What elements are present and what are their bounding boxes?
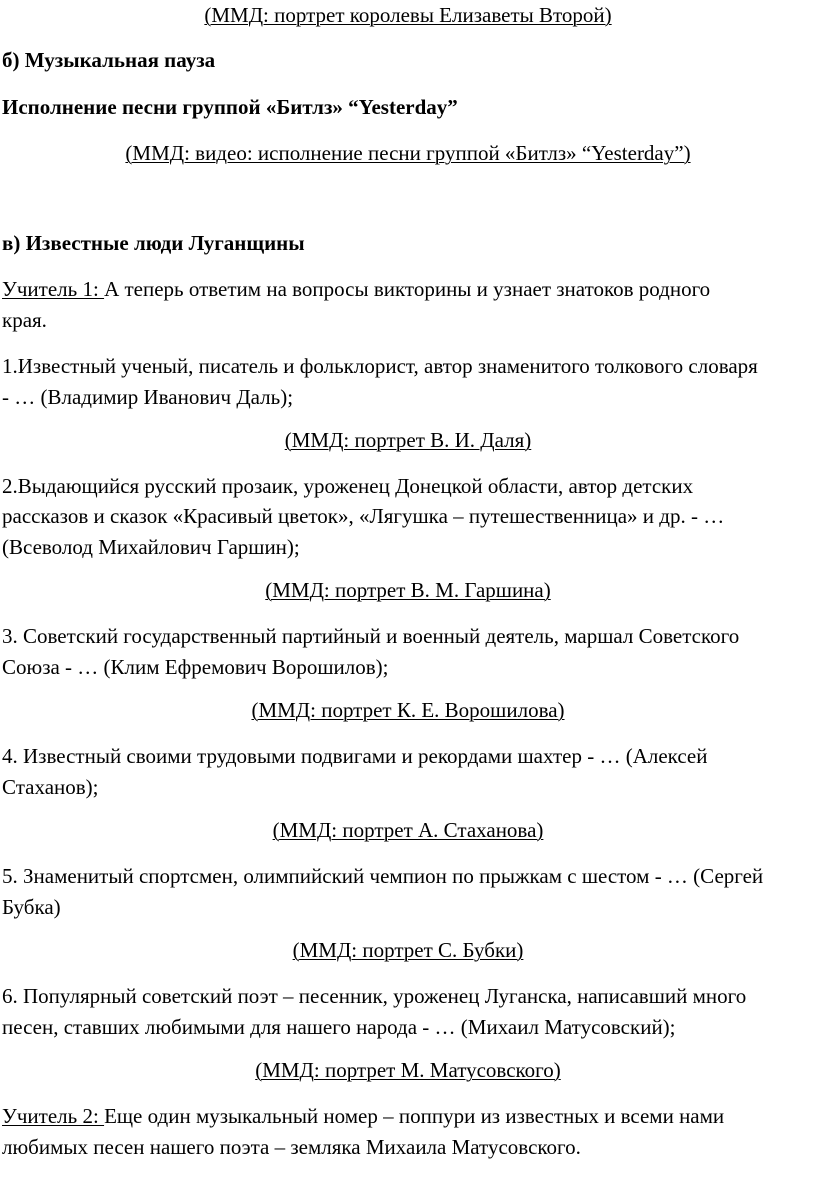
mmd-stakhanov-note: (ММД: портрет А. Стаханова) — [272, 818, 544, 842]
question4-line1: 4. Известный своими трудовыми подвигами и рекордами шахтер - … (Алексей — [2, 744, 708, 768]
teacher2-paragraph — [2, 1104, 724, 1128]
question1-line2: - … (Владимир Иванович Даль); — [2, 385, 294, 409]
teacher1-paragraph — [2, 277, 710, 301]
mmd-garshin-note: (ММД: портрет В. М. Гаршина) — [265, 578, 551, 602]
teacher1-text-line1: А теперь ответим на вопросы викторины и узнает знатоков родного — [104, 277, 711, 301]
question1-line1: 1.Известный ученый, писатель и фольклорист, автор знаменитого толкового словаря — [2, 354, 758, 378]
mmd-bubka-note: (ММД: портрет С. Бубки) — [292, 938, 524, 962]
question2-line2: рассказов и сказок «Красивый цветок», «Лягушка – путешественница» и др. - … — [2, 504, 725, 528]
question3-line2: Союза - … (Клим Ефремович Ворошилов); — [2, 655, 389, 679]
teacher2-text-line2: любимых песен нашего поэта – земляка Михаила Матусовского. — [2, 1135, 581, 1159]
question3-line1: 3. Советский государственный партийный и военный деятель, маршал Советского — [2, 624, 740, 648]
question4-line2: Стаханов); — [2, 775, 99, 799]
teacher1-text-line2: края. — [2, 308, 47, 332]
question2-line3: (Всеволод Михайлович Гаршин); — [2, 535, 300, 559]
teacher2-text-line1: Еще один музыкальный номер – поппури из известных и всеми нами — [104, 1104, 725, 1128]
teacher1-label: Учитель 1: — [2, 277, 105, 301]
section-b-heading: б) Музыкальная пауза — [2, 48, 216, 72]
teacher2-label: Учитель 2: — [2, 1104, 105, 1128]
question5-line1: 5. Знаменитый спортсмен, олимпийский чемпион по прыжкам с шестом - … (Сергей — [2, 864, 764, 888]
beatles-performance-heading: Исполнение песни группой «Битлз» “Yesterday” — [2, 95, 458, 119]
section-v-heading: в) Известные люди Луганщины — [2, 231, 305, 255]
mmd-voroshilov-note: (ММД: портрет К. Е. Ворошилова) — [251, 698, 565, 722]
question6-line2: песен, ставших любимыми для нашего народа - … (Михаил Матусовский); — [2, 1015, 676, 1039]
mmd-video-note: (ММД: видео: исполнение песни группой «Битлз» “Yesterday”) — [125, 141, 691, 165]
question2-line1: 2.Выдающийся русский прозаик, уроженец Донецкой области, автор детских — [2, 474, 694, 498]
mmd-dal-note: (ММД: портрет В. И. Даля) — [284, 428, 532, 452]
question6-line1: 6. Популярный советский поэт – песенник, уроженец Луганска, написавший много — [2, 984, 747, 1008]
question5-line2: Бубка) — [2, 895, 61, 919]
mmd-queen-note: (ММД: портрет королевы Елизаветы Второй) — [204, 3, 612, 27]
mmd-matusovsky-note: (ММД: портрет М. Матусовского) — [255, 1058, 561, 1082]
